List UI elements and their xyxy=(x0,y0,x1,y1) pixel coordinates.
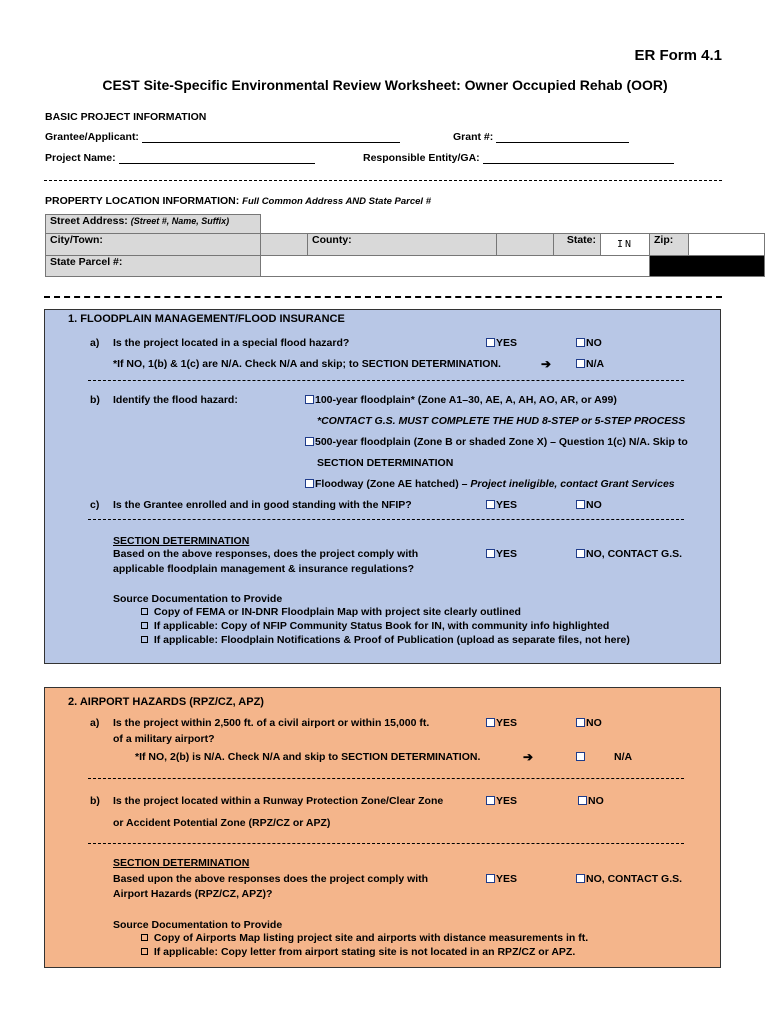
checkbox-icon[interactable] xyxy=(576,549,585,558)
q1b-option-500yr[interactable] xyxy=(305,436,688,448)
checkbox-icon[interactable] xyxy=(576,359,585,368)
q1b-option-floodway[interactable] xyxy=(305,478,675,490)
state-label-cell xyxy=(554,234,601,256)
street-label: Street Address: xyxy=(50,215,128,227)
yes-label: YES xyxy=(496,499,518,511)
county-cell[interactable] xyxy=(308,234,497,256)
zip-label: Zip: xyxy=(654,234,674,246)
q2b-text1: Is the project located within a Runway Protection Zone/Clear Zone xyxy=(113,795,444,807)
yes-label: YES xyxy=(496,548,518,560)
doc-item xyxy=(141,606,521,618)
doc-item-text: If applicable: Copy of NFIP Community Status Book for IN, with community info highlighted xyxy=(153,620,610,632)
checkbox-icon[interactable] xyxy=(486,796,495,805)
entity-label: Responsible Entity/GA: xyxy=(363,152,480,164)
na-label: N/A xyxy=(586,358,605,370)
grant-number-field[interactable] xyxy=(496,131,629,143)
checkbox-icon[interactable] xyxy=(576,718,585,727)
q1a-text: Is the project located in a special flood hazard? xyxy=(113,337,350,349)
section1-determination-text1: Based on the above responses, does the project comply with xyxy=(113,548,419,560)
det2-yes[interactable] xyxy=(486,873,517,885)
county-label: County: xyxy=(312,234,352,246)
state-value[interactable]: IN xyxy=(601,234,650,256)
checkbox-icon[interactable] xyxy=(305,479,314,488)
q1b-100yr-note: *CONTACT G.S. MUST COMPLETE THE HUD 8-STEP or 5-STEP PROCESS xyxy=(317,415,686,427)
checkbox-outline-icon xyxy=(141,636,148,643)
doc-item-text: If applicable: Copy letter from airport stating site is not located in an RPZ/CZ or APZ. xyxy=(153,946,576,958)
q2a-text1: Is the project within 2,500 ft. of a civil airport or within 15,000 ft. xyxy=(113,717,430,729)
doc-item xyxy=(141,946,575,958)
doc-item xyxy=(141,620,609,632)
q1a-letter: a) xyxy=(90,337,100,349)
checkbox-icon[interactable] xyxy=(576,752,585,761)
q1b-500yr-cont: SECTION DETERMINATION xyxy=(317,457,454,469)
entity-row xyxy=(363,152,674,164)
section2-determination-title: SECTION DETERMINATION xyxy=(113,857,250,869)
q1c-letter: c) xyxy=(90,499,100,511)
zip-field[interactable] xyxy=(689,234,765,256)
location-heading-text: PROPERTY LOCATION INFORMATION: xyxy=(45,195,240,207)
checkbox-icon[interactable] xyxy=(486,338,495,347)
checkbox-icon[interactable] xyxy=(305,395,314,404)
q2a-no[interactable] xyxy=(576,717,602,729)
doc-item xyxy=(141,634,630,646)
no-label: NO xyxy=(586,499,602,511)
no-label: NO xyxy=(588,795,604,807)
q1a-note: *If NO, 1(b) & 1(c) are N/A. Check N/A and skip; to SECTION DETERMINATION. xyxy=(113,358,501,370)
q2a-na-checkbox[interactable] xyxy=(576,751,586,763)
section2-docs-title: Source Documentation to Provide xyxy=(113,919,283,931)
street-label-cell xyxy=(46,215,261,234)
city-cell[interactable] xyxy=(46,234,261,256)
option-floodway-label: Floodway (Zone AE hatched) xyxy=(315,478,459,490)
checkbox-icon[interactable] xyxy=(486,718,495,727)
parcel-label-cell xyxy=(46,256,261,277)
city-value-cell[interactable] xyxy=(261,234,308,256)
q1a-yes[interactable] xyxy=(486,337,517,349)
checkbox-icon[interactable] xyxy=(486,549,495,558)
q1c-no[interactable] xyxy=(576,499,602,511)
page-title: CEST Site-Specific Environmental Review Worksheet: Owner Occupied Rehab (OOR) xyxy=(102,77,668,93)
project-name-field[interactable] xyxy=(119,152,315,164)
checkbox-icon[interactable] xyxy=(305,437,314,446)
q2a-na-label: N/A xyxy=(614,751,633,763)
q1a-no[interactable] xyxy=(576,337,602,349)
section1-title: 1. FLOODPLAIN MANAGEMENT/FLOOD INSURANCE xyxy=(68,313,345,325)
det2-no[interactable] xyxy=(576,873,682,885)
location-heading xyxy=(45,195,431,207)
no-contact-label: NO, CONTACT G.S. xyxy=(586,873,683,885)
form-number: ER Form 4.1 xyxy=(634,47,722,64)
divider xyxy=(88,519,684,520)
option-100yr-label: 100-year floodplain* (Zone A1–30, AE, A, AH, AO, AR, or A99) xyxy=(315,394,617,406)
option-500yr-label: 500-year floodplain (Zone B or shaded Zone X) – Question 1(c) N/A. Skip to xyxy=(315,436,688,448)
arrow-right-icon: ➔ xyxy=(541,357,552,371)
parcel-blackout xyxy=(650,256,765,277)
property-location-table xyxy=(45,214,765,277)
checkbox-outline-icon xyxy=(141,622,148,629)
q2a-yes[interactable] xyxy=(486,717,517,729)
yes-label: YES xyxy=(496,337,518,349)
q2b-letter: b) xyxy=(90,795,100,807)
grant-label: Grant #: xyxy=(453,131,494,143)
section1-docs-title: Source Documentation to Provide xyxy=(113,593,283,605)
doc-item-text: Copy of FEMA or IN-DNR Floodplain Map with project site clearly outlined xyxy=(153,606,521,618)
yes-label: YES xyxy=(496,717,518,729)
project-row xyxy=(45,152,315,164)
grantee-row xyxy=(45,131,400,143)
divider xyxy=(88,380,684,381)
section1-determination-title: SECTION DETERMINATION xyxy=(113,535,250,547)
basic-heading: BASIC PROJECT INFORMATION xyxy=(45,111,207,123)
checkbox-icon[interactable] xyxy=(576,338,585,347)
det1-no[interactable] xyxy=(576,548,682,560)
floodway-note: – Project ineligible, contact Grant Services xyxy=(461,478,675,490)
parcel-label: State Parcel #: xyxy=(50,256,123,268)
checkbox-icon[interactable] xyxy=(578,796,587,805)
street-field[interactable] xyxy=(261,215,765,234)
divider xyxy=(88,843,684,844)
q1a-na[interactable] xyxy=(576,358,604,370)
location-heading-note: Full Common Address AND State Parcel # xyxy=(242,196,431,207)
responsible-entity-field[interactable] xyxy=(483,152,674,164)
divider xyxy=(44,180,722,181)
checkbox-outline-icon xyxy=(141,948,148,955)
checkbox-outline-icon xyxy=(141,608,148,615)
section2-determination-text1: Based upon the above responses does the project comply with xyxy=(113,873,429,885)
no-label: NO xyxy=(586,717,602,729)
project-label: Project Name: xyxy=(45,152,116,164)
divider xyxy=(44,296,722,298)
q1b-option-100yr[interactable] xyxy=(305,394,617,406)
divider xyxy=(88,778,684,779)
section1-determination-text2: applicable floodplain management & insurance regulations? xyxy=(113,563,415,575)
doc-item-text: Copy of Airports Map listing project site and airports with distance measurements in ft. xyxy=(153,932,589,944)
q2a-note: *If NO, 2(b) is N/A. Check N/A and skip to SECTION DETERMINATION. xyxy=(135,751,481,763)
grantee-field[interactable] xyxy=(142,131,400,143)
grantee-label: Grantee/Applicant: xyxy=(45,131,139,143)
checkbox-icon[interactable] xyxy=(486,874,495,883)
doc-item xyxy=(141,932,588,944)
section2-title: 2. AIRPORT HAZARDS (RPZ/CZ, APZ) xyxy=(68,696,264,708)
q2a-letter: a) xyxy=(90,717,100,729)
zip-label-cell xyxy=(650,234,689,256)
checkbox-outline-icon xyxy=(141,934,148,941)
q2a-text2: of a military airport? xyxy=(113,733,215,745)
section2-determination-text2: Airport Hazards (RPZ/CZ, APZ)? xyxy=(113,888,273,900)
parcel-field[interactable] xyxy=(261,256,650,277)
yes-label: YES xyxy=(496,873,518,885)
county-value-cell[interactable] xyxy=(497,234,554,256)
grant-row xyxy=(453,131,629,143)
det1-yes[interactable] xyxy=(486,548,517,560)
q1c-yes[interactable] xyxy=(486,499,517,511)
q1b-text: Identify the flood hazard: xyxy=(113,394,238,406)
arrow-right-icon: ➔ xyxy=(523,750,534,764)
street-note: (Street #, Name, Suffix) xyxy=(130,216,230,226)
checkbox-icon[interactable] xyxy=(486,500,495,509)
q2b-text2: or Accident Potential Zone (RPZ/CZ or APZ) xyxy=(113,817,331,829)
q1c-text: Is the Grantee enrolled and in good standing with the NFIP? xyxy=(113,499,412,511)
doc-item-text: If applicable: Floodplain Notifications & Proof of Publication (upload as separate files, not here) xyxy=(153,634,630,646)
checkbox-icon[interactable] xyxy=(576,500,585,509)
no-label: NO xyxy=(586,337,602,349)
checkbox-icon[interactable] xyxy=(576,874,585,883)
yes-label: YES xyxy=(496,795,518,807)
no-contact-label: NO, CONTACT G.S. xyxy=(586,548,683,560)
city-label: City/Town: xyxy=(50,234,103,246)
state-label: State: xyxy=(566,234,596,246)
q2b-yes[interactable] xyxy=(486,795,517,807)
q1b-letter: b) xyxy=(90,394,100,406)
q2b-no[interactable] xyxy=(578,795,604,807)
